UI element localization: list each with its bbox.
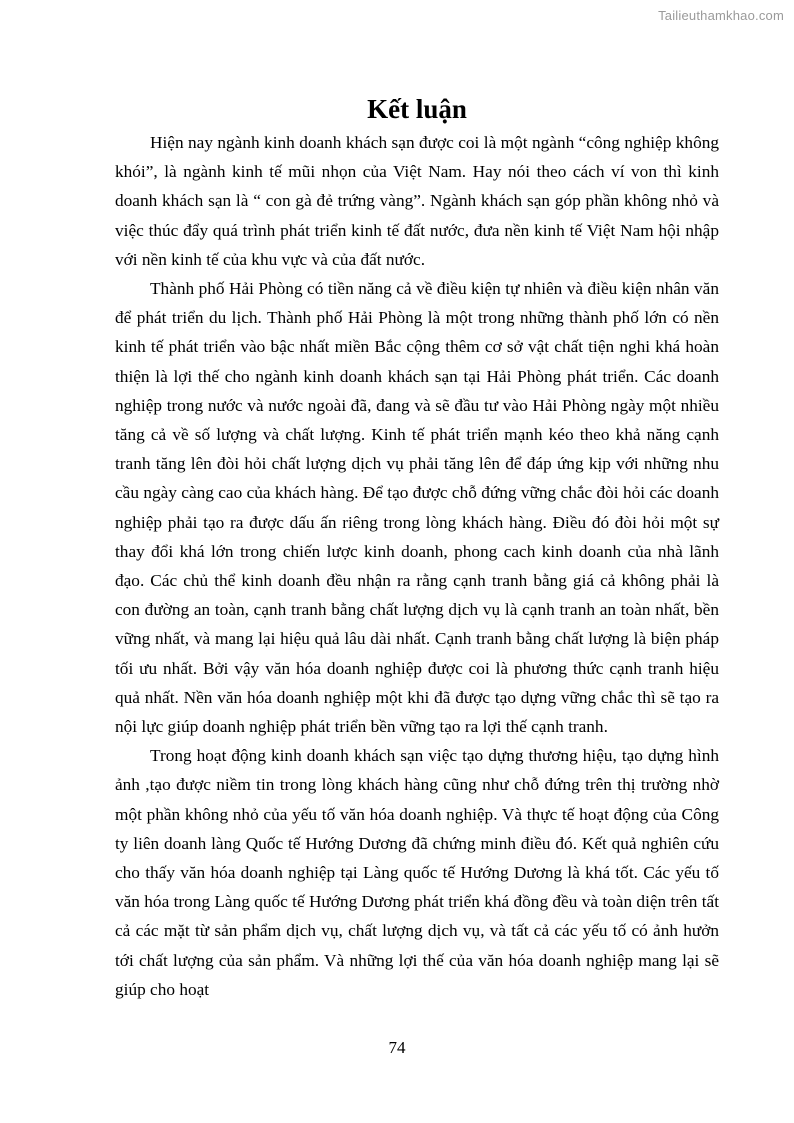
watermark-text: Tailieuthamkhao.com xyxy=(658,8,784,23)
page-title: Kết luận xyxy=(367,94,467,124)
page-number: 74 xyxy=(388,1038,406,1057)
paragraph-intro: Hiện nay ngành kinh doanh khách sạn được coi là một ngành “công nghiệp không khói”, là ngành kinh tế mũi nhọn của Việt Nam. Hay nói theo cách ví von thì kinh doanh khách sạn là “ con gà đẻ trứng vàng”. Ngành khách sạn góp phần không nhỏ và việc thúc đẩy quá trình phát triển kinh tế đất nước, đưa nền kinh tế Việt Nam hội nhập với nền kinh tế của khu vực và của đất nước. xyxy=(115,133,719,269)
paragraph-hai-phong: Thành phố Hải Phòng có tiền năng cả về điều kiện tự nhiên và điều kiện nhân văn để phát triển du lịch. Thành phố Hải Phòng là một trong những thành phố lớn có nền kinh tế phát triển vào bậc nhất miền Bắc cộng thêm cơ sở vật chất tiện nghi khá hoàn thiện là lợi thế cho ngành kinh doanh khách sạn tại Hải Phòng phát triển. Các doanh nghiệp trong nước và nước ngoài đã, đang và sẽ đầu tư vào Hải Phòng ngày một nhiều tăng cả về số lượng và chất lượng. Kinh tế phát triển mạnh kéo theo khả năng cạnh tranh tăng lên đòi hỏi chất lượng dịch vụ phải tăng lên để đáp ứng kịp với những nhu cầu ngày càng cao của khách hàng. Để tạo được chỗ đứng vững chắc đòi hỏi các doanh nghiệp phải tạo ra được dấu ấn riêng trong lòng khách hàng. Điều đó đòi hỏi một sự thay đổi khá lớn trong chiến lược kinh doanh, phong cach kinh doanh của nhà lãnh đạo. Các chủ thể kinh doanh đều nhận ra rằng cạnh tranh bằng giá cả không phải là con đường an toàn, cạnh tranh bằng chất lượng dịch vụ là cạnh tranh an toàn nhất, bền vững nhất, và mang lại hiệu quả lâu dài nhất. Cạnh tranh bằng chất lượng là biện pháp tối ưu nhất. Bởi vậy văn hóa doanh nghiệp được coi là phương thức cạnh tranh hiệu quả nhất. Nền văn hóa doanh nghiệp một khi đã được tạo dựng vững chắc thì sẽ tạo ra nội lực giúp doanh nghiệp phát triển bền vững tạo ra lợi thế cạnh tranh. xyxy=(115,279,719,737)
document-body xyxy=(115,92,719,1004)
paragraph-huong-duong: Trong hoạt động kinh doanh khách sạn việc tạo dựng thương hiệu, tạo dựng hình ảnh ,tạo được niềm tin trong lòng khách hàng cũng như chỗ đứng trên thị trường nhờ một phần không nhỏ của yếu tố văn hóa doanh nghiệp. Và thực tế hoạt động của Công ty liên doanh làng Quốc tế Hướng Dương đã chứng minh điều đó. Kết quả nghiên cứu cho thấy văn hóa doanh nghiệp tại Làng quốc tế Hướng Dương là khá tốt. Các yếu tố văn hóa trong Làng quốc tế Hướng Dương phát triển khá đồng đều và toàn diện trên tất cả các mặt từ sản phẩm dịch vụ, chất lượng dịch vụ, và tất cả các yếu tố có ảnh hưởn tới chất lượng của sản phẩm. Và những lợi thế của văn hóa doanh nghiệp mang lại sẽ giúp cho hoạt xyxy=(115,746,719,999)
